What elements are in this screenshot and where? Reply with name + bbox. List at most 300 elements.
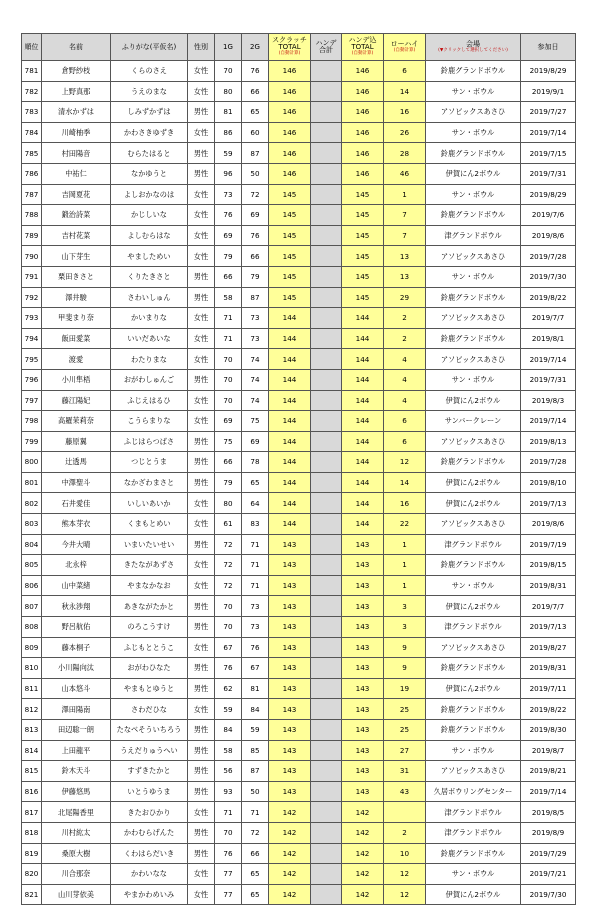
game2-score-cell: 74 [242,369,269,390]
game2-score-cell: 69 [242,205,269,226]
gender-cell: 男性 [188,369,215,390]
rank-cell: 785 [22,143,42,164]
name-cell: 伊藤悠馬 [42,781,111,802]
venue-cell[interactable]: アソビックスあさひ [426,514,521,535]
handicap-cell [311,514,342,535]
rank-cell: 795 [22,349,42,370]
venue-cell[interactable]: 伊賀にん2ボウル [426,390,521,411]
low-high-cell: 9 [384,658,426,679]
low-high-cell: 26 [384,122,426,143]
game1-score-cell: 96 [215,163,242,184]
venue-cell[interactable]: 鈴鹿グランドボウル [426,61,521,82]
name-cell: 田辺聡一朗 [42,720,111,741]
date-cell: 2019/9/1 [521,81,576,102]
date-cell: 2019/8/6 [521,225,576,246]
table-row [22,555,576,576]
name-cell: 飯田愛菜 [42,328,111,349]
furigana-cell: ふじもととうこ [111,637,188,658]
venue-cell[interactable]: 伊賀にん2ボウル [426,678,521,699]
rank-cell: 800 [22,452,42,473]
game2-score-cell: 78 [242,452,269,473]
game1-score-cell: 80 [215,81,242,102]
header-scratch-label-2: TOTAL [278,43,301,52]
low-high-cell: 1 [384,184,426,205]
venue-cell[interactable]: アソビックスあさひ [426,102,521,123]
name-cell: 小川隼梧 [42,369,111,390]
name-cell: 北尾陽香里 [42,802,111,823]
venue-cell[interactable]: 久居ボウリングセンター [426,781,521,802]
gender-cell: 女性 [188,699,215,720]
handicap-total-cell: 142 [342,843,384,864]
name-cell: 上田龍平 [42,740,111,761]
venue-cell[interactable]: サン・ボウル [426,122,521,143]
venue-cell[interactable]: 鈴鹿グランドボウル [426,843,521,864]
gender-cell: 男性 [188,163,215,184]
low-high-cell: 13 [384,246,426,267]
handicap-total-cell: 145 [342,287,384,308]
scratch-total-cell: 143 [269,658,311,679]
low-high-cell: 1 [384,534,426,555]
venue-cell[interactable]: サン・ボウル [426,81,521,102]
date-cell: 2019/8/15 [521,555,576,576]
handicap-total-cell: 143 [342,555,384,576]
game1-score-cell: 93 [215,781,242,802]
date-cell: 2019/7/11 [521,678,576,699]
venue-cell[interactable]: 鈴鹿グランドボウル [426,699,521,720]
handicap-cell [311,596,342,617]
furigana-cell: やまもとゆうと [111,678,188,699]
game1-score-cell: 80 [215,493,242,514]
venue-cell[interactable]: 鈴鹿グランドボウル [426,452,521,473]
rank-cell: 799 [22,431,42,452]
game2-score-cell: 72 [242,822,269,843]
date-cell: 2019/7/28 [521,452,576,473]
table-row [22,472,576,493]
name-cell: 上野真那 [42,81,111,102]
game2-score-cell: 87 [242,287,269,308]
game2-score-cell: 60 [242,122,269,143]
rank-cell: 782 [22,81,42,102]
venue-cell[interactable]: アソビックスあさひ [426,349,521,370]
scratch-total-cell: 145 [269,266,311,287]
date-cell: 2019/8/13 [521,431,576,452]
name-cell: 栗田きさと [42,266,111,287]
gender-cell: 男性 [188,452,215,473]
handicap-cell [311,637,342,658]
venue-cell[interactable]: 鈴鹿グランドボウル [426,720,521,741]
furigana-cell: くわはらだいき [111,843,188,864]
name-cell: 藤江陽妃 [42,390,111,411]
game1-score-cell: 67 [215,637,242,658]
handicap-total-cell: 146 [342,61,384,82]
venue-cell[interactable]: 鈴鹿グランドボウル [426,143,521,164]
venue-cell[interactable]: サン・ボウル [426,266,521,287]
date-cell: 2019/7/31 [521,369,576,390]
date-cell: 2019/8/27 [521,637,576,658]
furigana-cell: ふじえはるひ [111,390,188,411]
handicap-total-cell: 144 [342,328,384,349]
handicap-total-cell: 144 [342,472,384,493]
handicap-total-cell: 143 [342,575,384,596]
rank-cell: 812 [22,699,42,720]
scratch-total-cell: 144 [269,431,311,452]
handicap-total-cell: 143 [342,534,384,555]
furigana-cell: なかゆうと [111,163,188,184]
handicap-cell [311,205,342,226]
name-cell: 川村紘太 [42,822,111,843]
handicap-total-cell: 143 [342,658,384,679]
handicap-cell [311,163,342,184]
scratch-total-cell: 143 [269,781,311,802]
game1-score-cell: 73 [215,184,242,205]
gender-cell: 女性 [188,328,215,349]
venue-cell[interactable]: 津グランドボウル [426,822,521,843]
scratch-total-cell: 145 [269,287,311,308]
handicap-total-cell: 143 [342,781,384,802]
low-high-cell: 27 [384,740,426,761]
table-row [22,184,576,205]
venue-cell[interactable]: 鈴鹿グランドボウル [426,555,521,576]
furigana-cell: さわいしゅん [111,287,188,308]
gender-cell: 女性 [188,514,215,535]
venue-cell[interactable]: サンバークレーン [426,411,521,432]
scratch-total-cell: 146 [269,122,311,143]
venue-cell[interactable]: 鈴鹿グランドボウル [426,328,521,349]
table-row [22,287,576,308]
furigana-cell: くりたきさと [111,266,188,287]
gender-cell: 女性 [188,802,215,823]
furigana-cell: いいだあいな [111,328,188,349]
gender-cell: 男性 [188,596,215,617]
game2-score-cell: 74 [242,349,269,370]
low-high-cell: 43 [384,781,426,802]
low-high-cell: 2 [384,328,426,349]
venue-cell[interactable]: アソビックスあさひ [426,431,521,452]
low-high-cell: 19 [384,678,426,699]
table-row [22,205,576,226]
date-cell: 2019/7/7 [521,308,576,329]
game2-score-cell: 76 [242,637,269,658]
name-cell: 清水かずは [42,102,111,123]
rank-cell: 813 [22,720,42,741]
date-cell: 2019/7/13 [521,493,576,514]
venue-cell[interactable]: アソビックスあさひ [426,637,521,658]
scratch-total-cell: 146 [269,163,311,184]
venue-cell[interactable]: サン・ボウル [426,864,521,885]
handicap-cell [311,266,342,287]
low-high-cell: 1 [384,555,426,576]
handicap-total-cell: 144 [342,390,384,411]
game1-score-cell: 70 [215,61,242,82]
scratch-total-cell: 144 [269,308,311,329]
rank-cell: 814 [22,740,42,761]
low-high-cell: 16 [384,493,426,514]
game1-score-cell: 66 [215,452,242,473]
venue-cell[interactable]: 伊賀にん2ボウル [426,596,521,617]
date-cell: 2019/8/5 [521,802,576,823]
venue-cell[interactable]: 津グランドボウル [426,534,521,555]
handicap-cell [311,308,342,329]
venue-cell[interactable]: サン・ボウル [426,740,521,761]
header-game2: 2G [242,34,269,61]
game2-score-cell: 50 [242,781,269,802]
furigana-cell: いとうゆうま [111,781,188,802]
handicap-cell [311,328,342,349]
rank-cell: 797 [22,390,42,411]
game1-score-cell: 58 [215,740,242,761]
gender-cell: 男性 [188,102,215,123]
game2-score-cell: 83 [242,514,269,535]
handicap-total-cell: 144 [342,452,384,473]
venue-cell[interactable]: アソビックスあさひ [426,308,521,329]
rank-cell: 804 [22,534,42,555]
venue-cell[interactable]: 津グランドボウル [426,617,521,638]
ranking-table [21,33,576,905]
rank-cell: 808 [22,617,42,638]
header-low-high-label: ローハイ [390,39,419,48]
scratch-total-cell: 145 [269,184,311,205]
venue-cell[interactable]: サン・ボウル [426,575,521,596]
table-row [22,61,576,82]
low-high-cell: 4 [384,349,426,370]
scratch-total-cell: 145 [269,205,311,226]
venue-cell[interactable]: 伊賀にん2ボウル [426,472,521,493]
gender-cell: 男性 [188,740,215,761]
game2-score-cell: 73 [242,596,269,617]
game1-score-cell: 77 [215,884,242,905]
name-cell: 倉野紗枝 [42,61,111,82]
handicap-total-cell: 144 [342,369,384,390]
gender-cell: 女性 [188,575,215,596]
game2-score-cell: 74 [242,390,269,411]
name-cell: 澤井駿 [42,287,111,308]
handicap-cell [311,122,342,143]
handicap-total-cell: 144 [342,493,384,514]
date-cell: 2019/8/29 [521,184,576,205]
date-cell: 2019/8/22 [521,287,576,308]
name-cell: 石井愛佳 [42,493,111,514]
date-cell: 2019/8/21 [521,761,576,782]
date-cell: 2019/8/31 [521,575,576,596]
low-high-cell: 14 [384,81,426,102]
scratch-total-cell: 142 [269,822,311,843]
date-cell: 2019/8/7 [521,740,576,761]
low-high-cell: 3 [384,617,426,638]
furigana-cell: のろこうすけ [111,617,188,638]
handicap-cell [311,617,342,638]
name-cell: 今井大晴 [42,534,111,555]
rank-cell: 790 [22,246,42,267]
low-high-cell: 12 [384,864,426,885]
game1-score-cell: 69 [215,411,242,432]
table-row [22,843,576,864]
low-high-cell: 29 [384,287,426,308]
date-cell: 2019/8/1 [521,328,576,349]
header-scratch-label: スクラッチ [272,36,307,45]
table-row [22,225,576,246]
scratch-total-cell: 145 [269,246,311,267]
header-low-high-note: (自動計算) [393,47,416,53]
ranking-rows [22,61,576,905]
handicap-cell [311,534,342,555]
gender-cell: 男性 [188,287,215,308]
furigana-cell: むらたはると [111,143,188,164]
furigana-cell: おがわひなた [111,658,188,679]
handicap-total-cell: 143 [342,596,384,617]
handicap-total-cell: 143 [342,617,384,638]
scratch-total-cell: 142 [269,843,311,864]
furigana-cell: よしおかなのは [111,184,188,205]
venue-cell[interactable]: アソビックスあさひ [426,761,521,782]
handicap-cell [311,369,342,390]
handicap-total-cell: 146 [342,143,384,164]
rank-cell: 821 [22,884,42,905]
header-name: 名前 [42,34,111,61]
name-cell: 桑原大樹 [42,843,111,864]
rank-cell: 792 [22,287,42,308]
handicap-total-cell: 144 [342,411,384,432]
game1-score-cell: 72 [215,555,242,576]
game1-score-cell: 59 [215,699,242,720]
handicap-total-cell: 142 [342,884,384,905]
furigana-cell: なかざわまさと [111,472,188,493]
table-row [22,514,576,535]
scratch-total-cell: 142 [269,802,311,823]
low-high-cell: 13 [384,266,426,287]
gender-cell: 女性 [188,349,215,370]
date-cell: 2019/7/30 [521,266,576,287]
header-scratch-note: (自動計算) [278,51,301,57]
date-cell: 2019/8/30 [521,720,576,741]
game1-score-cell: 75 [215,431,242,452]
furigana-cell: ふじはらつばさ [111,431,188,452]
header-handicap-total [342,34,384,61]
venue-cell[interactable]: アソビックスあさひ [426,246,521,267]
venue-cell[interactable]: 伊賀にん2ボウル [426,163,521,184]
date-cell: 2019/8/9 [521,822,576,843]
furigana-cell: かじしいな [111,205,188,226]
low-high-cell: 2 [384,308,426,329]
rank-cell: 802 [22,493,42,514]
furigana-cell: すずきたかと [111,761,188,782]
name-cell: 中澤聖斗 [42,472,111,493]
game2-score-cell: 71 [242,555,269,576]
handicap-cell [311,555,342,576]
table-row [22,884,576,905]
furigana-cell: つじとうま [111,452,188,473]
scratch-total-cell: 144 [269,411,311,432]
table-row [22,493,576,514]
rank-cell: 786 [22,163,42,184]
gender-cell: 男性 [188,431,215,452]
date-cell: 2019/7/19 [521,534,576,555]
venue-cell[interactable]: 鈴鹿グランドボウル [426,287,521,308]
gender-cell: 女性 [188,555,215,576]
name-cell: 秋永渉翔 [42,596,111,617]
low-high-cell: 10 [384,843,426,864]
gender-cell: 男性 [188,761,215,782]
date-cell: 2019/7/15 [521,143,576,164]
handicap-total-cell: 144 [342,349,384,370]
scratch-total-cell: 143 [269,678,311,699]
handicap-cell [311,452,342,473]
table-row [22,637,576,658]
game1-score-cell: 70 [215,596,242,617]
game2-score-cell: 65 [242,472,269,493]
game1-score-cell: 72 [215,534,242,555]
header-row [22,34,576,61]
game2-score-cell: 66 [242,246,269,267]
handicap-total-cell: 145 [342,246,384,267]
handicap-total-cell: 143 [342,699,384,720]
scratch-total-cell: 144 [269,514,311,535]
furigana-cell: わたりまな [111,349,188,370]
handicap-cell [311,411,342,432]
rank-cell: 816 [22,781,42,802]
handicap-cell [311,802,342,823]
rank-cell: 811 [22,678,42,699]
venue-cell[interactable]: 津グランドボウル [426,225,521,246]
scratch-total-cell: 144 [269,472,311,493]
rank-cell: 817 [22,802,42,823]
date-cell: 2019/8/6 [521,514,576,535]
name-cell: 藤原翼 [42,431,111,452]
venue-cell[interactable]: 鈴鹿グランドボウル [426,205,521,226]
date-cell: 2019/7/14 [521,411,576,432]
venue-cell[interactable]: 伊賀にん2ボウル [426,493,521,514]
venue-cell[interactable]: サン・ボウル [426,184,521,205]
handicap-cell [311,864,342,885]
game2-score-cell: 76 [242,225,269,246]
rank-cell: 791 [22,266,42,287]
scratch-total-cell: 143 [269,534,311,555]
date-cell: 2019/7/13 [521,617,576,638]
game2-score-cell: 65 [242,102,269,123]
table-row [22,822,576,843]
name-cell: 北永梓 [42,555,111,576]
handicap-total-cell: 146 [342,122,384,143]
gender-cell: 男性 [188,534,215,555]
handicap-cell [311,658,342,679]
gender-cell: 男性 [188,781,215,802]
venue-cell[interactable]: 津グランドボウル [426,802,521,823]
game2-score-cell: 87 [242,761,269,782]
venue-cell[interactable]: 伊賀にん2ボウル [426,884,521,905]
scratch-total-cell: 143 [269,617,311,638]
header-handicap-label-2: 合計 [319,46,333,54]
name-cell: 辻透馬 [42,452,111,473]
low-high-cell: 22 [384,514,426,535]
low-high-cell: 14 [384,472,426,493]
furigana-cell: かわいなな [111,864,188,885]
gender-cell: 男性 [188,843,215,864]
furigana-cell: やまなかなお [111,575,188,596]
scratch-total-cell: 146 [269,61,311,82]
scratch-total-cell: 143 [269,575,311,596]
handicap-cell [311,493,342,514]
venue-cell[interactable]: サン・ボウル [426,369,521,390]
gender-cell: 女性 [188,81,215,102]
game2-score-cell: 84 [242,699,269,720]
date-cell: 2019/8/29 [521,61,576,82]
low-high-cell: 25 [384,720,426,741]
header-rank: 順位 [22,34,42,61]
game1-score-cell: 84 [215,720,242,741]
furigana-cell: いまいたいせい [111,534,188,555]
game2-score-cell: 66 [242,81,269,102]
venue-cell[interactable]: 鈴鹿グランドボウル [426,658,521,679]
low-high-cell [384,802,426,823]
